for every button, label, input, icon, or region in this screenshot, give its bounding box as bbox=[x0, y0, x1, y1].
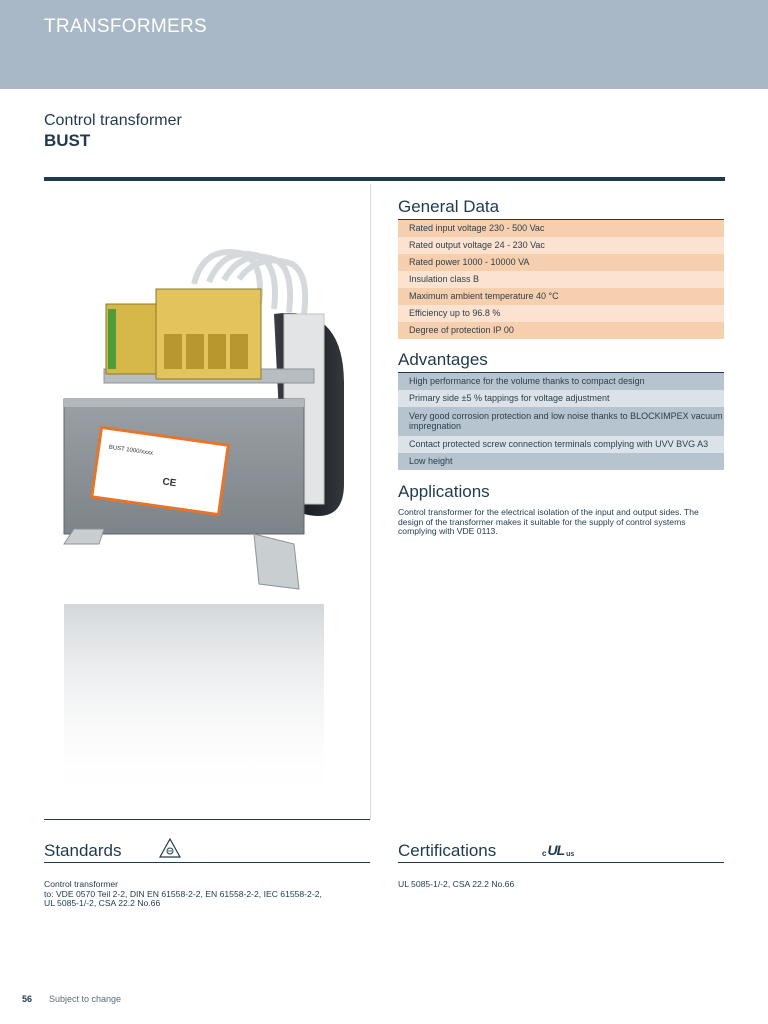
reflection bbox=[64, 604, 324, 804]
standards-text bbox=[44, 880, 374, 909]
cul-c-text: c bbox=[542, 849, 547, 858]
column-divider bbox=[370, 184, 371, 820]
label-text: BUST 1000/xxxx bbox=[108, 444, 154, 457]
certifications-text: UL 5085-1/-2, CSA 22.2 No.66 bbox=[398, 879, 515, 889]
standards-line: Control transformer bbox=[44, 879, 119, 889]
header-banner bbox=[0, 0, 768, 89]
applications-text: Control transformer for the electrical isolation of the input and output sides. The design of the transformer makes it suitable for the supply of control systems complying with VDE 0113. bbox=[398, 507, 699, 537]
certifications-rule bbox=[398, 862, 724, 863]
applications-title: Applications bbox=[398, 482, 490, 501]
standards-line: to: VDE 0570 Teil 2-2, DIN EN 61558-2-2, EN 61558-2-2, IEC 61558-2-2, bbox=[44, 888, 322, 899]
general-data-title: General Data bbox=[398, 197, 500, 216]
footer-note: Subject to change bbox=[49, 994, 122, 1004]
general-data-table bbox=[398, 220, 724, 339]
advantages-title: Advantages bbox=[398, 350, 488, 369]
cul-ul-text: UL bbox=[547, 842, 565, 858]
general-data-row: Efficiency up to 96.8 % bbox=[398, 305, 724, 322]
advantages-row: Very good corrosion protection and low noise thanks to BLOCKIMPEX vacuum impregnation bbox=[398, 407, 724, 436]
product-name: BUST bbox=[44, 131, 91, 150]
section-title-transformers: TRANSFORMERS bbox=[44, 16, 207, 37]
ce-mark: CE bbox=[161, 476, 178, 490]
advantages-row: Low height bbox=[398, 453, 724, 470]
general-data-row: Degree of protection IP 00 bbox=[398, 322, 724, 339]
product-photo bbox=[44, 184, 370, 820]
cul-us-mark-icon bbox=[542, 840, 574, 858]
transformer-illustration bbox=[44, 184, 370, 820]
mounting-foot-right bbox=[254, 534, 299, 589]
advantages-row: Contact protected screw connection terminals complying with UVV BVG A3 bbox=[398, 436, 724, 453]
general-data-row: Rated power 1000 - 10000 VA bbox=[398, 254, 724, 271]
safety-triangle-icon bbox=[158, 837, 182, 859]
cul-us-text: us bbox=[566, 851, 575, 858]
certifications-title: Certifications bbox=[398, 841, 497, 860]
standards-line: UL 5085-1/-2, CSA 22.2 No.66 bbox=[44, 898, 161, 909]
standards-title: Standards bbox=[44, 841, 122, 860]
general-data-row: Rated input voltage 230 - 500 Vac bbox=[398, 220, 724, 237]
general-data-row: Maximum ambient temperature 40 °C bbox=[398, 288, 724, 305]
general-data-row: Rated output voltage 24 - 230 Vac bbox=[398, 237, 724, 254]
advantages-row: High performance for the volume thanks to compact design bbox=[398, 373, 724, 390]
page-number: 56 bbox=[22, 994, 33, 1004]
general-data-row: Insulation class B bbox=[398, 271, 724, 288]
standards-top-rule bbox=[44, 819, 370, 820]
title-rule bbox=[44, 177, 725, 181]
terminal-block bbox=[106, 289, 261, 379]
standards-rule bbox=[44, 862, 370, 863]
advantages-table bbox=[398, 373, 724, 470]
product-subtitle: Control transformer bbox=[44, 112, 182, 129]
advantages-row: Primary side ±5 % tappings for voltage adjustment bbox=[398, 390, 724, 407]
